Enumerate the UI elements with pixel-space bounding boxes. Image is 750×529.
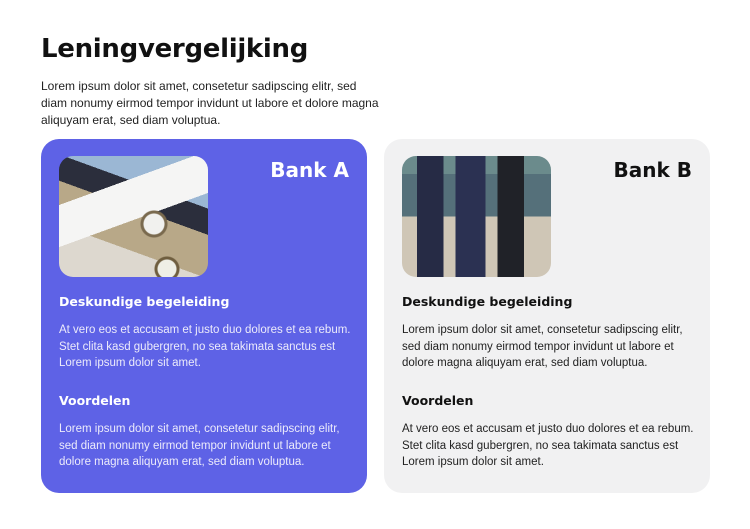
bank-a-photo <box>59 156 208 277</box>
bank-b-section-1-title: Deskundige begeleiding <box>402 294 573 309</box>
bank-b-card <box>384 139 710 493</box>
bank-b-name: Bank B <box>613 158 692 182</box>
bank-a-section-1-title: Deskundige begeleiding <box>59 294 230 309</box>
bank-a-name: Bank A <box>270 158 349 182</box>
bank-b-section-2-title: Voordelen <box>402 393 474 408</box>
bank-a-section-2-title: Voordelen <box>59 393 131 408</box>
bank-b-section-1-text: Lorem ipsum dolor sit amet, consetetur sadipscing elitr, sed diam nonumy eirmod tempor invidunt ut labore et dolore magna aliquyam erat, sed diam voluptua. <box>402 324 683 369</box>
bank-a-section-2-text: Lorem ipsum dolor sit amet, consetetur sadipscing elitr, sed diam nonumy eirmod tempor invidunt ut labore et dolore magna aliquyam erat, sed diam voluptua. <box>59 423 340 468</box>
bank-a-section-1-text: At vero eos et accusam et justo duo dolores et ea rebum. Stet clita kasd gubergren, no sea takimata sanctus est Lorem ipsum dolor sit amet. <box>59 324 351 369</box>
page-intro: Lorem ipsum dolor sit amet, consetetur sadipscing elitr, sed diam nonumy eirmod tempor invidunt ut labore et dolore magna aliquyam erat, sed diam voluptua. <box>41 79 379 127</box>
bank-a-card <box>41 139 367 493</box>
page-title: Leningvergelijking <box>41 34 309 64</box>
bank-b-section-2-text: At vero eos et accusam et justo duo dolores et ea rebum. Stet clita kasd gubergren, no sea takimata sanctus est Lorem ipsum dolor sit amet. <box>402 423 694 468</box>
bank-b-photo <box>402 156 551 277</box>
